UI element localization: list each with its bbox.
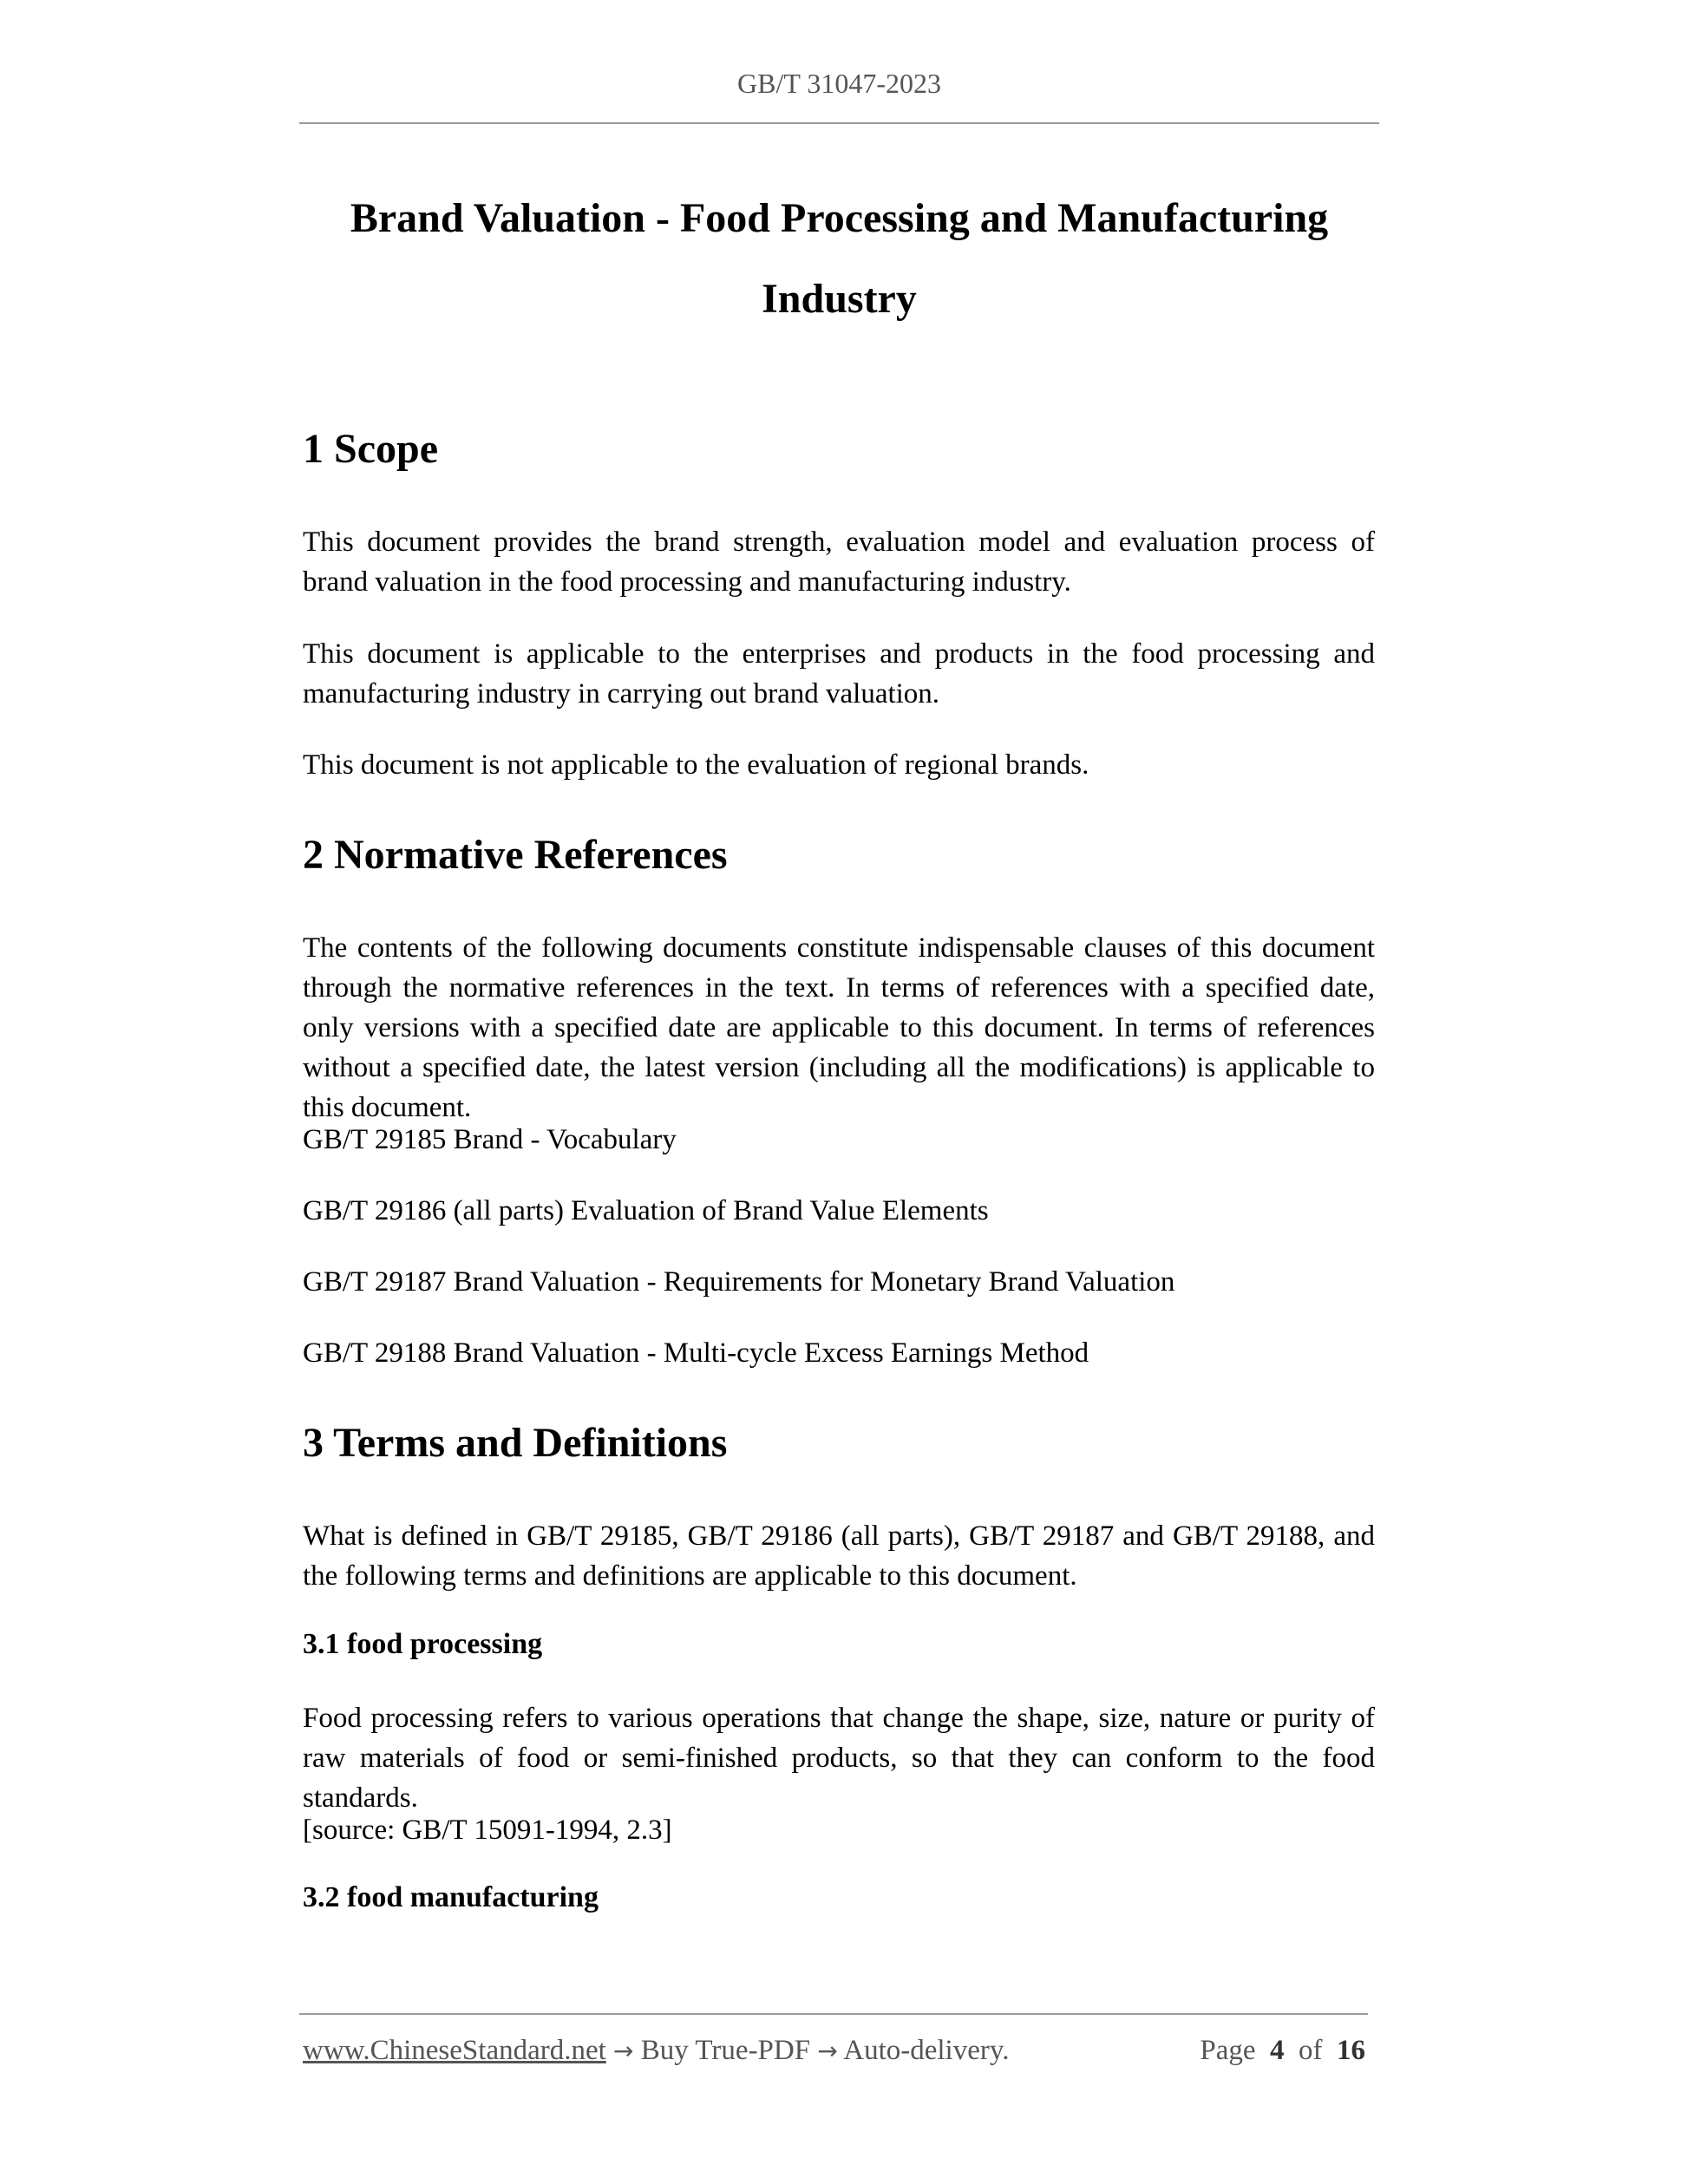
scope-paragraph-3: This document is not applicable to the evaluation of regional brands. [303,749,1089,781]
term-heading-food-processing: 3.1 food processing [303,1628,543,1660]
header-divider [299,122,1379,124]
scope-paragraph-2: This document is applicable to the enterprises and products in the food processing and manufacturing industry in carrying out brand valuation. [303,638,1375,709]
section-heading-scope: 1 Scope [303,426,438,472]
arrow-right-icon: → [613,2037,634,2065]
running-header: GB/T 31047-2023 [737,68,941,99]
reference-item: GB/T 29188 Brand Valuation - Multi-cycle Excess Earnings Method [303,1337,1089,1369]
reference-item: GB/T 29187 Brand Valuation - Requirements for Monetary Brand Valuation [303,1266,1175,1298]
of-word: of [1299,2035,1323,2066]
arrow-right-icon: → [817,2037,838,2065]
document-title-line-2: Industry [762,276,917,322]
scope-paragraph-1: This document provides the brand strength, evaluation model and evaluation process of brand valuation in the food processing and manufacturing industry. [303,526,1375,598]
page-word: Page [1200,2035,1256,2066]
footer-divider [299,2013,1368,2015]
term-definition-food-processing: Food processing refers to various operations that change the shape, size, nature or purity of raw materials of food or semi-finished products, so that they can conform to the food standards. [303,1703,1375,1814]
reference-item: GB/T 29186 (all parts) Evaluation of Brand Value Elements [303,1195,989,1226]
reference-item: GB/T 29185 Brand - Vocabulary [303,1124,677,1155]
page-number [1200,2035,1365,2067]
document-title [299,178,1379,339]
auto-delivery-text: Auto-delivery. [843,2035,1010,2066]
section-heading-terms: 3 Terms and Definitions [303,1420,728,1466]
page-footer [303,2035,1368,2067]
document-title-line-1: Brand Valuation - Food Processing and Manufacturing [350,195,1329,241]
term-heading-food-manufacturing: 3.2 food manufacturing [303,1881,599,1913]
term-source-food-processing: [source: GB/T 15091-1994, 2.3] [303,1815,672,1846]
page-current: 4 [1270,2035,1285,2066]
section-heading-normative-references: 2 Normative References [303,832,728,878]
terms-intro: What is defined in GB/T 29185, GB/T 29186 (all parts), GB/T 29187 and GB/T 29188, and the following terms and definitions are applicable to this document. [303,1520,1375,1592]
buy-true-pdf-text: Buy True-PDF [640,2035,811,2066]
chinesestandard-link[interactable]: www.ChineseStandard.net [303,2035,606,2066]
normative-references-intro: The contents of the following documents constitute indispensable clauses of this document through the normative references in the text. In terms of references with a specified date, only versions with a specified date are applicable to this document. In terms of references without a specified date, the latest version (including all the modifications) is applicable to this document. [303,932,1375,1123]
page-total: 16 [1337,2035,1365,2066]
